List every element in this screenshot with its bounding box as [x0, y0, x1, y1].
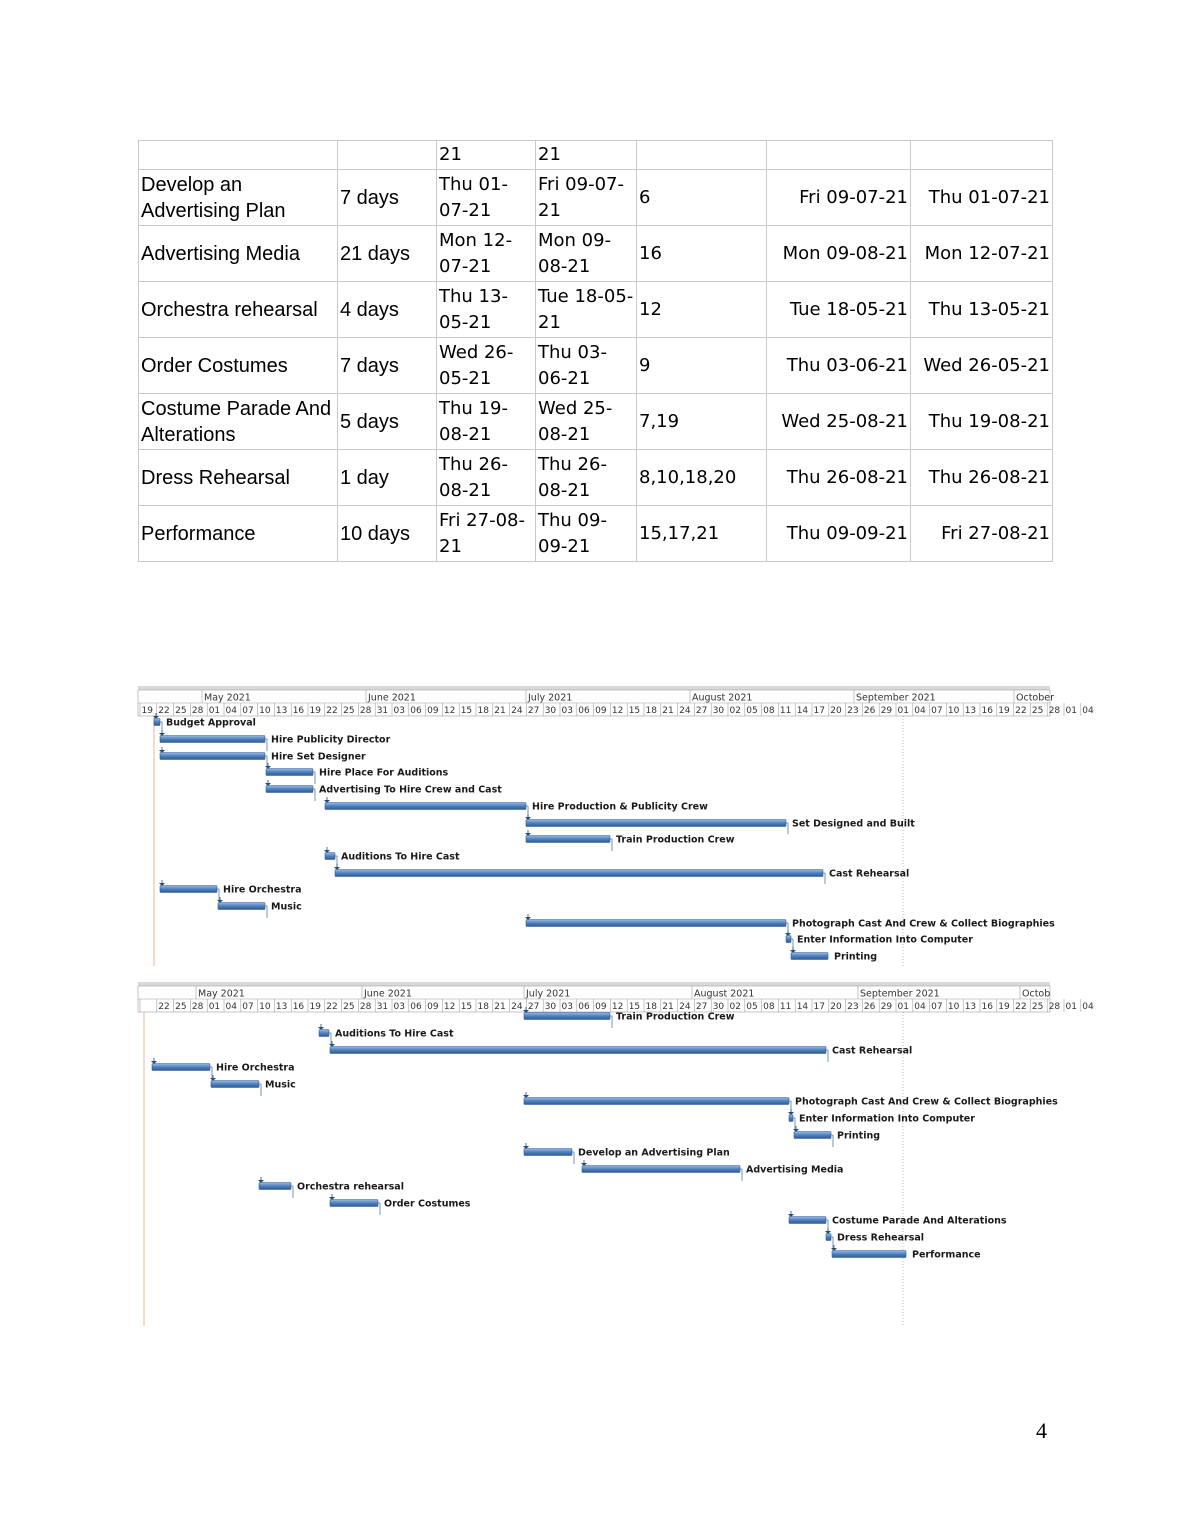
task-label: Hire Production & Publicity Crew	[532, 801, 708, 813]
day-label: 01	[208, 706, 221, 716]
day-label: 21	[494, 1002, 506, 1012]
day-label: 15	[460, 1002, 473, 1012]
schedule-table	[138, 140, 1053, 562]
day-label: 30	[544, 1002, 557, 1012]
day-label: 01	[1065, 706, 1077, 716]
table-cell-late-finish: Thu 26-08-21	[767, 450, 911, 506]
day-label: 28	[1048, 706, 1061, 716]
table-cell-duration: 4 days	[338, 282, 437, 338]
day-label: 07	[931, 1002, 943, 1012]
day-label: 02	[729, 706, 741, 716]
day-label: 11	[779, 1002, 792, 1012]
day-label: 25	[343, 1002, 355, 1012]
table-cell-finish: Fri 09-07-21	[536, 170, 637, 226]
day-label: 19	[998, 706, 1010, 716]
gantt-chart-1	[138, 686, 1094, 966]
table-cell	[911, 141, 1053, 170]
day-label: 06	[410, 1002, 422, 1012]
day-label: 07	[242, 1002, 254, 1012]
table-cell-start: Thu 26-08-21	[437, 450, 536, 506]
table-cell-late-finish: Mon 09-08-21	[767, 226, 911, 282]
day-label: 22	[1015, 1002, 1027, 1012]
dependency-link	[210, 1067, 212, 1079]
task-label: Photograph Cast And Crew & Collect Biographies	[795, 1096, 1058, 1108]
task-bar	[791, 953, 828, 960]
table-cell-pred: 16	[637, 226, 767, 282]
table-cell-late-finish: Wed 25-08-21	[767, 394, 911, 450]
table-cell-start: Wed 26-05-21	[437, 338, 536, 394]
table-row	[139, 170, 1053, 226]
day-label: 24	[679, 706, 691, 716]
table-cell-finish: Tue 18-05-21	[536, 282, 637, 338]
day-label: 03	[561, 1002, 573, 1012]
table-cell-start: Fri 27-08-21	[437, 506, 536, 562]
task-label: Hire Orchestra	[223, 884, 302, 896]
day-label: 09	[427, 706, 439, 716]
day-label: 22	[158, 706, 170, 716]
table-cell-duration: 5 days	[338, 394, 437, 450]
day-label: 12	[611, 706, 624, 716]
table-cell: 21	[536, 141, 637, 170]
month-label: June 2021	[364, 988, 412, 1000]
table-cell-task: Order Costumes	[139, 338, 338, 394]
table-cell-duration: 1 day	[338, 450, 437, 506]
day-label: 22	[1015, 706, 1027, 716]
task-label: Printing	[834, 951, 878, 963]
task-label: Develop an Advertising Plan	[578, 1147, 730, 1159]
task-bar	[259, 1183, 291, 1190]
day-label: 06	[578, 1002, 590, 1012]
day-label: 29	[880, 1002, 893, 1012]
day-label: 06	[578, 706, 590, 716]
day-label: 31	[376, 706, 389, 716]
day-label: 27	[527, 1002, 540, 1012]
table-cell	[767, 141, 911, 170]
day-label: 28	[1048, 1002, 1061, 1012]
day-label: 21	[662, 1002, 674, 1012]
task-bar	[154, 719, 160, 726]
day-label: 25	[1031, 1002, 1044, 1012]
task-bar	[266, 786, 313, 793]
task-bar	[526, 836, 610, 843]
task-label: Cast Rehearsal	[832, 1045, 913, 1057]
task-label: Advertising To Hire Crew and Cast	[319, 784, 502, 796]
day-label: 30	[544, 706, 557, 716]
table-row	[139, 506, 1053, 562]
day-label: 12	[443, 706, 456, 716]
table-cell-duration: 21 days	[338, 226, 437, 282]
table-cell-early-start: Thu 13-05-21	[911, 282, 1053, 338]
table-cell-pred: 8,10,18,20	[637, 450, 767, 506]
task-bar	[211, 1081, 259, 1088]
gantt-chart-2	[138, 982, 1094, 1326]
task-label: Hire Place For Auditions	[319, 767, 449, 779]
day-label: 01	[897, 706, 909, 716]
table-cell-task: Advertising Media	[139, 226, 338, 282]
day-label: 22	[158, 1002, 170, 1012]
day-label: 03	[393, 1002, 405, 1012]
day-label: 25	[175, 1002, 187, 1012]
header-top-band	[138, 982, 1050, 986]
task-bar	[526, 820, 786, 827]
day-label: 16	[981, 706, 993, 716]
month-label: August 2021	[692, 692, 753, 704]
table-cell-task: Dress Rehearsal	[139, 450, 338, 506]
day-label: 26	[863, 706, 876, 716]
day-label: 16	[292, 706, 305, 716]
table-row	[139, 282, 1053, 338]
day-label: 06	[410, 706, 422, 716]
table-cell-task: Develop an Advertising Plan	[139, 170, 338, 226]
task-bar	[266, 769, 313, 776]
day-label: 07	[931, 706, 943, 716]
task-label: Enter Information Into Computer	[797, 934, 973, 946]
task-bar	[152, 1064, 210, 1071]
day-label: 15	[628, 1002, 641, 1012]
task-label: Photograph Cast And Crew & Collect Biographies	[792, 918, 1055, 930]
day-label: 10	[259, 706, 271, 716]
task-bar	[524, 1013, 610, 1020]
table-cell-start: Thu 01-07-21	[437, 170, 536, 226]
table-cell-finish: Mon 09-08-21	[536, 226, 637, 282]
day-label: 04	[225, 706, 237, 716]
task-bar	[524, 1149, 572, 1156]
day-label: 23	[847, 1002, 859, 1012]
task-bar	[786, 936, 791, 943]
day-label: 09	[427, 1002, 439, 1012]
day-label: 10	[947, 706, 960, 716]
day-label: 27	[695, 706, 708, 716]
day-label: 29	[880, 706, 893, 716]
task-label: Orchestra rehearsal	[297, 1181, 404, 1193]
task-bar	[330, 1047, 826, 1054]
task-label: Music	[271, 901, 302, 913]
task-label: Budget Approval	[166, 717, 256, 729]
task-bar	[832, 1251, 906, 1258]
task-label: Dress Rehearsal	[837, 1232, 925, 1244]
day-label: 10	[259, 1002, 271, 1012]
day-label: 17	[813, 1002, 825, 1012]
table-cell-duration: 7 days	[338, 338, 437, 394]
day-label: 18	[645, 706, 657, 716]
day-label: 14	[796, 706, 809, 716]
day-label: 07	[242, 706, 254, 716]
day-label: 13	[964, 1002, 977, 1012]
day-label: 19	[998, 1002, 1010, 1012]
day-label: 05	[746, 706, 758, 716]
table-cell-pred: 7,19	[637, 394, 767, 450]
day-label: 24	[511, 706, 523, 716]
table-cell-early-start: Fri 27-08-21	[911, 506, 1053, 562]
table-row	[139, 394, 1053, 450]
day-label: 13	[275, 1002, 288, 1012]
task-bar	[160, 886, 217, 893]
task-bar	[794, 1132, 831, 1139]
day-label: 30	[712, 706, 725, 716]
day-label: 20	[830, 706, 842, 716]
task-bar	[319, 1030, 329, 1037]
table-cell-late-finish: Tue 18-05-21	[767, 282, 911, 338]
day-label: 19	[309, 1002, 321, 1012]
table-row	[139, 226, 1053, 282]
task-bar	[325, 853, 335, 860]
table-cell-pred: 15,17,21	[637, 506, 767, 562]
gantt-svg	[138, 982, 1094, 1326]
task-label: Set Designed and Built	[792, 818, 915, 830]
day-label: 27	[527, 706, 540, 716]
table-cell-pred: 6	[637, 170, 767, 226]
task-label: Train Production Crew	[616, 834, 735, 846]
day-label: 01	[897, 1002, 909, 1012]
task-label: Hire Set Designer	[271, 751, 366, 763]
day-label: 04	[1082, 706, 1094, 716]
day-label: 18	[477, 1002, 489, 1012]
day-label: 04	[1082, 1002, 1094, 1012]
day-label: 28	[359, 706, 372, 716]
day-label: 24	[511, 1002, 523, 1012]
day-label: 11	[779, 706, 792, 716]
table-cell	[139, 141, 338, 170]
day-label: 09	[595, 1002, 607, 1012]
month-label: July 2021	[528, 692, 573, 704]
day-label: 15	[460, 706, 473, 716]
task-label: Hire Orchestra	[216, 1062, 295, 1074]
task-bar	[335, 870, 823, 877]
page-number: 4	[1036, 1418, 1047, 1443]
table-cell-duration: 7 days	[338, 170, 437, 226]
month-label: October	[1016, 692, 1055, 704]
day-label: 22	[326, 706, 338, 716]
task-bar	[325, 803, 526, 810]
table-cell-start: Thu 19-08-21	[437, 394, 536, 450]
month-label: September 2021	[856, 692, 936, 704]
task-bar	[330, 1200, 378, 1207]
table-cell	[338, 141, 437, 170]
gantt-svg	[138, 686, 1094, 966]
day-label: 02	[729, 1002, 741, 1012]
day-label: 16	[981, 1002, 993, 1012]
table-cell-late-finish: Thu 09-09-21	[767, 506, 911, 562]
month-label: August 2021	[694, 988, 755, 1000]
day-label: 09	[595, 706, 607, 716]
day-label: 30	[712, 1002, 725, 1012]
table-cell-finish: Wed 25-08-21	[536, 394, 637, 450]
table-row	[139, 141, 1053, 170]
month-label: September 2021	[860, 988, 940, 1000]
table-cell-early-start: Thu 19-08-21	[911, 394, 1053, 450]
day-label: 18	[477, 706, 489, 716]
day-label: 23	[847, 706, 859, 716]
task-label: Printing	[837, 1130, 881, 1142]
table-row	[139, 450, 1053, 506]
day-label: 10	[947, 1002, 960, 1012]
task-label: Hire Publicity Director	[271, 734, 391, 746]
day-label: 15	[628, 706, 641, 716]
month-label: June 2021	[368, 692, 416, 704]
table-cell-pred: 9	[637, 338, 767, 394]
table-cell-task: Performance	[139, 506, 338, 562]
month-label: May 2021	[204, 692, 251, 704]
day-label: 03	[561, 706, 573, 716]
table-cell-start: Mon 12-07-21	[437, 226, 536, 282]
month-label: July 2021	[526, 988, 571, 1000]
table-cell-late-finish: Thu 03-06-21	[767, 338, 911, 394]
month-label: Octob	[1022, 988, 1051, 1000]
day-label: 25	[1031, 706, 1044, 716]
task-bar	[218, 903, 265, 910]
day-label: 16	[292, 1002, 305, 1012]
day-label: 28	[191, 1002, 204, 1012]
task-label: Enter Information Into Computer	[799, 1113, 975, 1125]
task-label: Auditions To Hire Cast	[341, 851, 460, 863]
day-label: 08	[763, 1002, 775, 1012]
table-cell: 21	[437, 141, 536, 170]
table-cell-early-start: Mon 12-07-21	[911, 226, 1053, 282]
table-cell-finish: Thu 03-06-21	[536, 338, 637, 394]
day-label: 22	[326, 1002, 338, 1012]
day-label: 27	[695, 1002, 708, 1012]
task-label: Music	[265, 1079, 296, 1091]
month-label: May 2021	[198, 988, 245, 1000]
day-label: 31	[376, 1002, 389, 1012]
day-label: 04	[225, 1002, 237, 1012]
day-label: 17	[813, 706, 825, 716]
table-cell-late-finish: Fri 09-07-21	[767, 170, 911, 226]
task-bar	[582, 1166, 740, 1173]
day-label: 20	[830, 1002, 842, 1012]
day-label: 12	[443, 1002, 456, 1012]
day-label: 28	[191, 706, 204, 716]
day-label: 21	[662, 706, 674, 716]
table-cell-task: Orchestra rehearsal	[139, 282, 338, 338]
day-label: 05	[746, 1002, 758, 1012]
day-label: 13	[275, 706, 288, 716]
task-label: Train Production Crew	[616, 1011, 735, 1023]
task-bar	[160, 753, 265, 760]
table-cell	[637, 141, 767, 170]
day-label: 28	[359, 1002, 372, 1012]
day-label: 04	[914, 706, 926, 716]
task-bar	[826, 1234, 831, 1241]
table-cell-early-start: Thu 26-08-21	[911, 450, 1053, 506]
table-cell-task: Costume Parade And Alterations	[139, 394, 338, 450]
day-label: 25	[175, 706, 187, 716]
day-label: 19	[309, 706, 321, 716]
day-label: 19	[141, 706, 153, 716]
day-label: 01	[1065, 1002, 1077, 1012]
day-label: 08	[763, 706, 775, 716]
task-label: Costume Parade And Alterations	[832, 1215, 1007, 1227]
table-cell-finish: Thu 09-09-21	[536, 506, 637, 562]
day-label: 25	[343, 706, 355, 716]
task-label: Auditions To Hire Cast	[335, 1028, 454, 1040]
task-label: Order Costumes	[384, 1198, 471, 1210]
day-label: 14	[796, 1002, 809, 1012]
day-label: 18	[645, 1002, 657, 1012]
day-label: 12	[611, 1002, 624, 1012]
day-label: 13	[964, 706, 977, 716]
task-bar	[526, 920, 786, 927]
table-cell-finish: Thu 26-08-21	[536, 450, 637, 506]
table-row	[139, 338, 1053, 394]
task-bar	[789, 1115, 793, 1122]
day-label: 21	[494, 706, 506, 716]
day-label: 04	[914, 1002, 926, 1012]
task-bar	[789, 1217, 826, 1224]
task-label: Performance	[912, 1249, 981, 1261]
task-bar	[524, 1098, 789, 1105]
header-top-band	[138, 686, 1050, 690]
table-cell-early-start: Wed 26-05-21	[911, 338, 1053, 394]
table-cell-early-start: Thu 01-07-21	[911, 170, 1053, 226]
day-label: 01	[208, 1002, 221, 1012]
table-cell-start: Thu 13-05-21	[437, 282, 536, 338]
day-label: 24	[679, 1002, 691, 1012]
table-cell-pred: 12	[637, 282, 767, 338]
day-label: 26	[863, 1002, 876, 1012]
task-bar	[160, 736, 265, 743]
task-label: Advertising Media	[746, 1164, 844, 1176]
day-label: 03	[393, 706, 405, 716]
task-label: Cast Rehearsal	[829, 868, 910, 880]
table-cell-duration: 10 days	[338, 506, 437, 562]
